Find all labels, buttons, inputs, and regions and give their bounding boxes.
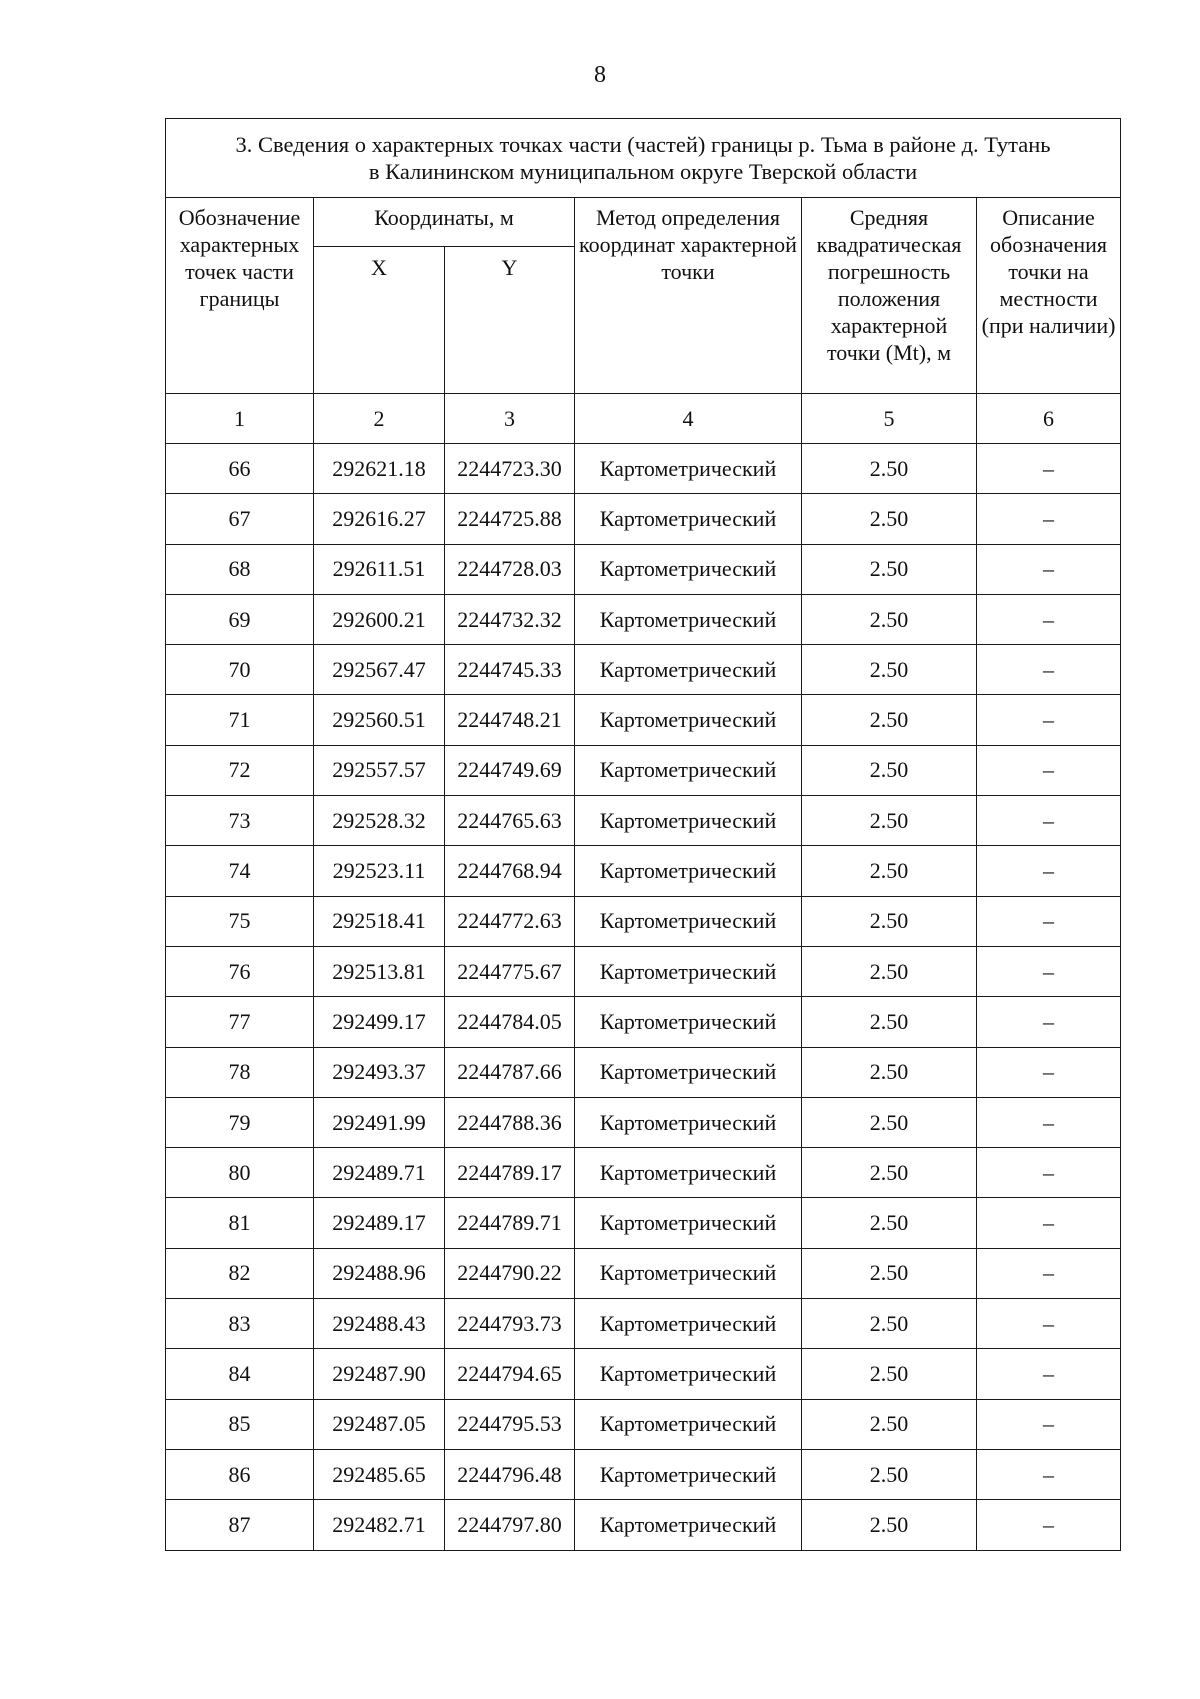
error-cell: 2.50 — [802, 695, 977, 745]
table-row — [166, 1349, 1121, 1399]
method-cell: Картометрический — [575, 745, 802, 795]
description-cell: – — [977, 796, 1121, 846]
point-cell: 66 — [166, 444, 314, 494]
table-row — [166, 494, 1121, 544]
point-cell: 77 — [166, 997, 314, 1047]
point-cell: 80 — [166, 1148, 314, 1198]
y-coordinate-cell: 2244789.71 — [445, 1198, 575, 1248]
point-cell: 87 — [166, 1500, 314, 1550]
x-coordinate-cell: 292487.90 — [314, 1349, 445, 1399]
table-caption — [166, 119, 1121, 198]
method-cell: Картометрический — [575, 997, 802, 1047]
error-cell: 2.50 — [802, 997, 977, 1047]
error-cell: 2.50 — [802, 1349, 977, 1399]
error-cell: 2.50 — [802, 745, 977, 795]
point-cell: 79 — [166, 1097, 314, 1147]
x-coordinate-cell: 292485.65 — [314, 1449, 445, 1499]
point-cell: 69 — [166, 594, 314, 644]
error-cell: 2.50 — [802, 1097, 977, 1147]
table-row — [166, 1248, 1121, 1298]
method-cell: Картометрический — [575, 494, 802, 544]
table-row — [166, 1097, 1121, 1147]
y-coordinate-cell: 2244790.22 — [445, 1248, 575, 1298]
column-number: 3 — [445, 394, 575, 444]
point-cell: 83 — [166, 1299, 314, 1349]
table-row — [166, 645, 1121, 695]
column-number: 1 — [166, 394, 314, 444]
error-cell: 2.50 — [802, 444, 977, 494]
point-cell: 81 — [166, 1198, 314, 1248]
y-coordinate-cell: 2244768.94 — [445, 846, 575, 896]
point-cell: 71 — [166, 695, 314, 745]
description-cell: – — [977, 1097, 1121, 1147]
table-row — [166, 444, 1121, 494]
x-coordinate-cell: 292567.47 — [314, 645, 445, 695]
error-cell: 2.50 — [802, 494, 977, 544]
y-coordinate-cell: 2244772.63 — [445, 896, 575, 946]
description-cell: – — [977, 1449, 1121, 1499]
method-cell: Картометрический — [575, 1299, 802, 1349]
y-coordinate-cell: 2244797.80 — [445, 1500, 575, 1550]
y-coordinate-cell: 2244784.05 — [445, 997, 575, 1047]
method-cell: Картометрический — [575, 1148, 802, 1198]
method-cell: Картометрический — [575, 1097, 802, 1147]
table-row — [166, 1399, 1121, 1449]
y-coordinate-cell: 2244728.03 — [445, 544, 575, 594]
error-cell: 2.50 — [802, 846, 977, 896]
table-caption-row — [166, 119, 1121, 198]
method-cell: Картометрический — [575, 695, 802, 745]
description-cell: – — [977, 695, 1121, 745]
method-cell: Картометрический — [575, 896, 802, 946]
x-coordinate-cell: 292499.17 — [314, 997, 445, 1047]
error-cell: 2.50 — [802, 796, 977, 846]
description-cell: – — [977, 946, 1121, 996]
error-cell: 2.50 — [802, 1299, 977, 1349]
table-row — [166, 1047, 1121, 1097]
x-coordinate-cell: 292557.57 — [314, 745, 445, 795]
header-error: Средняя квадратическая погрешность положения характерной точки (Mt), м — [802, 198, 977, 394]
y-coordinate-cell: 2244795.53 — [445, 1399, 575, 1449]
method-cell: Картометрический — [575, 1349, 802, 1399]
header-y: Y — [445, 247, 575, 394]
table-row — [166, 846, 1121, 896]
y-coordinate-cell: 2244748.21 — [445, 695, 575, 745]
table-row — [166, 1449, 1121, 1499]
y-coordinate-cell: 2244749.69 — [445, 745, 575, 795]
column-number: 5 — [802, 394, 977, 444]
method-cell: Картометрический — [575, 1198, 802, 1248]
error-cell: 2.50 — [802, 1047, 977, 1097]
caption-line-2: в Калининском муниципальном округе Тверской области — [368, 159, 918, 184]
x-coordinate-cell: 292611.51 — [314, 544, 445, 594]
method-cell: Картометрический — [575, 544, 802, 594]
column-number: 6 — [977, 394, 1121, 444]
description-cell: – — [977, 1198, 1121, 1248]
y-coordinate-cell: 2244793.73 — [445, 1299, 575, 1349]
point-cell: 86 — [166, 1449, 314, 1499]
description-cell: – — [977, 1047, 1121, 1097]
description-cell: – — [977, 896, 1121, 946]
header-description: Описание обозначения точки на местности (при наличии) — [977, 198, 1121, 394]
point-cell: 76 — [166, 946, 314, 996]
description-cell: – — [977, 1349, 1121, 1399]
method-cell: Картометрический — [575, 1399, 802, 1449]
description-cell: – — [977, 1148, 1121, 1198]
column-number: 2 — [314, 394, 445, 444]
error-cell: 2.50 — [802, 1248, 977, 1298]
error-cell: 2.50 — [802, 544, 977, 594]
x-coordinate-cell: 292488.96 — [314, 1248, 445, 1298]
y-coordinate-cell: 2244796.48 — [445, 1449, 575, 1499]
x-coordinate-cell: 292482.71 — [314, 1500, 445, 1550]
header-coordinates: Координаты, м — [314, 198, 575, 247]
y-coordinate-cell: 2244789.17 — [445, 1148, 575, 1198]
y-coordinate-cell: 2244723.30 — [445, 444, 575, 494]
table-row — [166, 997, 1121, 1047]
method-cell: Картометрический — [575, 796, 802, 846]
y-coordinate-cell: 2244794.65 — [445, 1349, 575, 1399]
table-row — [166, 1299, 1121, 1349]
x-coordinate-cell: 292493.37 — [314, 1047, 445, 1097]
header-x: X — [314, 247, 445, 394]
point-cell: 82 — [166, 1248, 314, 1298]
description-cell: – — [977, 1299, 1121, 1349]
description-cell: – — [977, 594, 1121, 644]
x-coordinate-cell: 292621.18 — [314, 444, 445, 494]
point-cell: 85 — [166, 1399, 314, 1449]
description-cell: – — [977, 444, 1121, 494]
point-cell: 72 — [166, 745, 314, 795]
description-cell: – — [977, 1248, 1121, 1298]
error-cell: 2.50 — [802, 645, 977, 695]
table-row — [166, 1500, 1121, 1550]
method-cell: Картометрический — [575, 1047, 802, 1097]
description-cell: – — [977, 1500, 1121, 1550]
x-coordinate-cell: 292528.32 — [314, 796, 445, 846]
y-coordinate-cell: 2244775.67 — [445, 946, 575, 996]
description-cell: – — [977, 745, 1121, 795]
error-cell: 2.50 — [802, 594, 977, 644]
y-coordinate-cell: 2244787.66 — [445, 1047, 575, 1097]
points-table — [165, 118, 1121, 1551]
column-number: 4 — [575, 394, 802, 444]
page-number: 8 — [594, 62, 606, 88]
table-row — [166, 695, 1121, 745]
description-cell: – — [977, 544, 1121, 594]
x-coordinate-cell: 292488.43 — [314, 1299, 445, 1349]
y-coordinate-cell: 2244725.88 — [445, 494, 575, 544]
error-cell: 2.50 — [802, 1198, 977, 1248]
method-cell: Картометрический — [575, 846, 802, 896]
point-cell: 67 — [166, 494, 314, 544]
header-row — [166, 198, 1121, 247]
table-row — [166, 796, 1121, 846]
point-cell: 78 — [166, 1047, 314, 1097]
y-coordinate-cell: 2244788.36 — [445, 1097, 575, 1147]
caption-line-1: 3. Сведения о характерных точках части (частей) границы р. Тьма в районе д. Тутань — [235, 132, 1051, 157]
x-coordinate-cell: 292600.21 — [314, 594, 445, 644]
points-table-container — [165, 118, 1120, 1551]
description-cell: – — [977, 846, 1121, 896]
description-cell: – — [977, 997, 1121, 1047]
method-cell: Картометрический — [575, 946, 802, 996]
error-cell: 2.50 — [802, 1449, 977, 1499]
x-coordinate-cell: 292491.99 — [314, 1097, 445, 1147]
table-row — [166, 594, 1121, 644]
method-cell: Картометрический — [575, 444, 802, 494]
method-cell: Картометрический — [575, 1248, 802, 1298]
point-cell: 73 — [166, 796, 314, 846]
y-coordinate-cell: 2244732.32 — [445, 594, 575, 644]
x-coordinate-cell: 292489.17 — [314, 1198, 445, 1248]
table-row — [166, 896, 1121, 946]
error-cell: 2.50 — [802, 1500, 977, 1550]
y-coordinate-cell: 2244765.63 — [445, 796, 575, 846]
table-body — [166, 444, 1121, 1551]
x-coordinate-cell: 292489.71 — [314, 1148, 445, 1198]
table-row — [166, 745, 1121, 795]
table-row — [166, 1198, 1121, 1248]
description-cell: – — [977, 645, 1121, 695]
x-coordinate-cell: 292523.11 — [314, 846, 445, 896]
table-row — [166, 946, 1121, 996]
x-coordinate-cell: 292560.51 — [314, 695, 445, 745]
error-cell: 2.50 — [802, 1399, 977, 1449]
table-row — [166, 1148, 1121, 1198]
table-row — [166, 544, 1121, 594]
point-cell: 70 — [166, 645, 314, 695]
description-cell: – — [977, 1399, 1121, 1449]
method-cell: Картометрический — [575, 1449, 802, 1499]
header-designation: Обозначение характерных точек части границы — [166, 198, 314, 394]
error-cell: 2.50 — [802, 946, 977, 996]
point-cell: 74 — [166, 846, 314, 896]
point-cell: 84 — [166, 1349, 314, 1399]
method-cell: Картометрический — [575, 645, 802, 695]
description-cell: – — [977, 494, 1121, 544]
error-cell: 2.50 — [802, 896, 977, 946]
method-cell: Картометрический — [575, 594, 802, 644]
column-number-row — [166, 394, 1121, 444]
point-cell: 68 — [166, 544, 314, 594]
x-coordinate-cell: 292513.81 — [314, 946, 445, 996]
method-cell: Картометрический — [575, 1500, 802, 1550]
x-coordinate-cell: 292518.41 — [314, 896, 445, 946]
header-method: Метод определения координат характерной точки — [575, 198, 802, 394]
x-coordinate-cell: 292616.27 — [314, 494, 445, 544]
x-coordinate-cell: 292487.05 — [314, 1399, 445, 1449]
point-cell: 75 — [166, 896, 314, 946]
y-coordinate-cell: 2244745.33 — [445, 645, 575, 695]
error-cell: 2.50 — [802, 1148, 977, 1198]
